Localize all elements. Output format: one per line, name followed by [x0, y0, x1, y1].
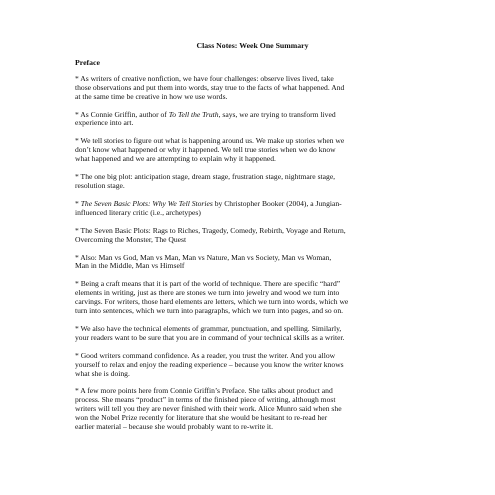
paragraph-why-stories: * We tell stories to figure out what is happening around us. We make up stories when we don’t know what happened or why it happened. We tell true stories when we do know what happened and we are attempting to explain why it happened. — [75, 136, 345, 164]
book-title: To Tell the Truth — [168, 109, 219, 119]
paragraph-craft: * Being a craft means that it is part of the world of technique. There are specific “hard” elements in writing, just as there are stones we turn into jewelry and wood we turn into carvings. For writers, those hard elements are letters, which we turn into words, which we turn into sentences, which we turn into paragraphs, which we turn into pages, and so on. — [75, 279, 349, 316]
paragraph-booker — [75, 200, 430, 218]
paragraph-product-process: * A few more points here from Connie Griffin’s Preface. She talks about product and process. She means “product” in terms of the finished piece of writing, although most writers will tell you they are never finished with their work. Alice Munro said when she won the Nobel Prize recently for literature that she would be hesitant to re-read her earlier material – because she would probably want to re-write it. — [75, 386, 342, 432]
paragraph-text: * As Connie Griffin, author of — [75, 109, 169, 119]
book-title: The Seven Basic Plots: Why We Tell Stories — [80, 198, 213, 208]
paragraph-one-big-plot: * The one big plot: anticipation stage, dream stage, frustration stage, nightmare stage, resolution stage. — [75, 172, 336, 190]
paragraph-griffin-quote — [75, 111, 430, 129]
document-title: Class Notes: Week One Summary — [196, 41, 309, 50]
paragraph-challenges: * As writers of creative nonfiction, we have four challenges: observe lives lived, take those observations and put them into words, stay true to the facts of what happened. And at the same time be creative in how we use words. — [75, 73, 345, 101]
paragraph-text: , says, we are trying to transform lived experience into art. — [75, 109, 336, 128]
section-heading: Preface — [75, 57, 100, 67]
paragraph-conflicts: * Also: Man vs God, Man vs Man, Man vs Nature, Man vs Society, Man vs Woman, Man in the Middle, Man vs Himself — [75, 252, 332, 271]
paragraph-seven-plots: * The Seven Basic Plots: Rags to Riches, Tragedy, Comedy, Rebirth, Voyage and Return, Overcoming the Monster, The Quest — [75, 225, 346, 244]
paragraph-text: * — [75, 198, 81, 208]
document-page — [75, 42, 430, 441]
paragraph-confidence: * Good writers command confidence. As a reader, you trust the writer. And you allow yourself to relax and enjoy the reading experience – because you know the writer knows what she is doing. — [75, 350, 344, 378]
paragraph-technical: * We also have the technical elements of grammar, punctuation, and spelling. Similarly, your readers want to be sure that you are in command of your technical skills as a writer. — [75, 323, 345, 342]
paragraph-text: by Christopher Booker (2004), a Jungian- influenced literary critic (i.e., archetypes) — [75, 198, 342, 217]
